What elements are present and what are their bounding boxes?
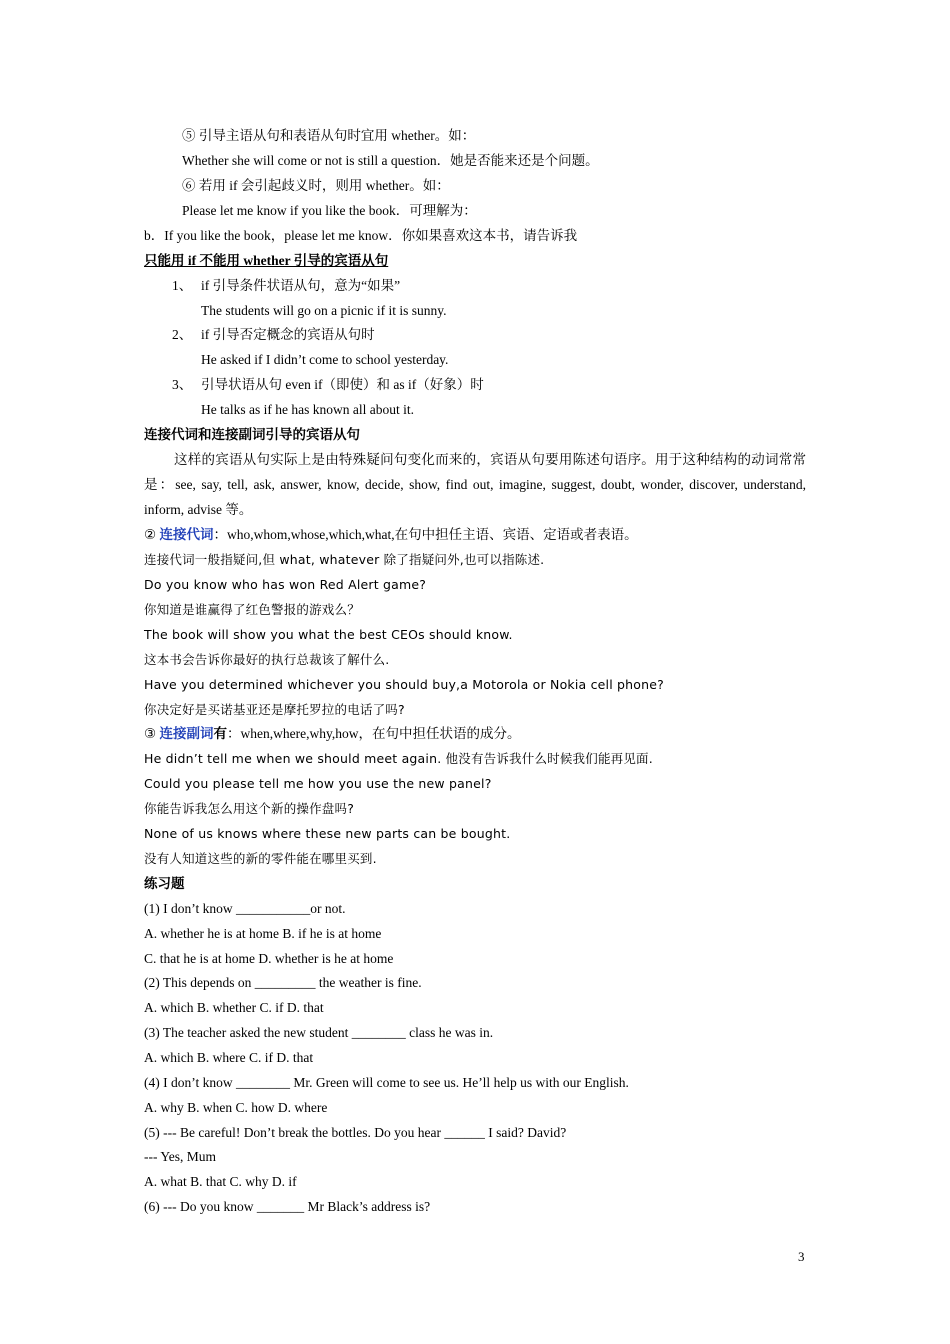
list-number: 1、: [172, 278, 193, 293]
example-sentence: The students will go on a picnic if it is sunny.: [201, 303, 447, 318]
section-heading: 练习题: [144, 876, 185, 891]
text-line: 你知道是谁赢得了红色警报的游戏么？: [144, 602, 360, 617]
text-line: Whether she will come or not is still a question．她是否能来还是个问题。: [182, 153, 599, 168]
question: (2) This depends on _________ the weather is fine.: [144, 975, 422, 990]
circled-number: ③: [144, 726, 157, 741]
answer-options: A. whether he is at home B. if he is at home: [144, 926, 382, 941]
text-span: 有: [213, 726, 227, 741]
list-item: 引导状语从句 even if（即使）和 as if（好象）时: [201, 377, 484, 392]
question: (3) The teacher asked the new student ________ class he was in.: [144, 1025, 494, 1040]
answer-options: A. which B. whether C. if D. that: [144, 1000, 324, 1015]
text-line: 你决定好是买诺基亚还是摩托罗拉的电话了吗?: [144, 702, 405, 717]
text-line: [144, 526, 638, 544]
text-line: [144, 725, 520, 743]
dialogue-line: --- Yes, Mum: [144, 1149, 217, 1164]
text-line: b．If you like the book，please let me know．你如果喜欢这本书，请告诉我: [144, 228, 578, 243]
text-line: 你能告诉我怎么用这个新的操作盘吗?: [144, 801, 355, 816]
text-line: 连接代词一般指疑问,但 what, whatever 除了指疑问外,也可以指陈述.: [144, 552, 545, 567]
example-sentence: He talks as if he has known all about it.: [201, 402, 414, 417]
text-line: Could you please tell me how you use the new panel?: [144, 776, 492, 791]
paragraph: 这样的宾语从句实际上是由特殊疑问句变化而来的，宾语从句要用陈述句语序。用于这种结构的动词常常是：see, say, tell, ask, answer, know, decide, show, find out, imagine, suggest, doubt, wonder, discover, understand, inform, advise 等。: [144, 452, 806, 517]
circled-number: ②: [144, 527, 157, 542]
example-sentence: He asked if I didn’t come to school yesterday.: [201, 352, 449, 367]
text-line: 没有人知道这些的新的零件能在哪里买到.: [144, 851, 377, 866]
list-number: 3、: [172, 377, 193, 392]
section-heading: 连接代词和连接副词引导的宾语从句: [144, 427, 360, 442]
question: (1) I don’t know ___________or not.: [144, 901, 346, 916]
text-line: Please let me know if you like the book．可理解为：: [182, 203, 477, 218]
answer-options: A. what B. that C. why D. if: [144, 1174, 297, 1189]
text-span: ：who,whom,whose,which,what,在句中担任主语、宾语、定语或者表语。: [213, 527, 638, 542]
question: (6) --- Do you know _______ Mr Black’s address is?: [144, 1199, 431, 1214]
text-line: ⑤ 引导主语从句和表语从句时宜用 whether。如：: [182, 128, 476, 143]
text-span: ：when,where,why,how，在句中担任状语的成分。: [226, 726, 521, 741]
keyword-label: 连接副词: [159, 726, 214, 741]
text-line: Have you determined whichever you should buy,a Motorola or Nokia cell phone?: [144, 677, 664, 692]
text-line: 这本书会告诉你最好的执行总裁该了解什么.: [144, 652, 390, 667]
text-line: Do you know who has won Red Alert game?: [144, 577, 427, 592]
list-number: 2、: [172, 327, 193, 342]
keyword-label: 连接代词: [159, 527, 214, 542]
question: (5) --- Be careful! Don’t break the bottles. Do you hear ______ I said? David?: [144, 1125, 567, 1140]
text-line: None of us knows where these new parts can be bought.: [144, 826, 511, 841]
list-item: if 引导否定概念的宾语从句时: [201, 327, 375, 342]
answer-options: C. that he is at home D. whether is he at home: [144, 951, 394, 966]
answer-options: A. which B. where C. if D. that: [144, 1050, 314, 1065]
text-line: The book will show you what the best CEOs should know.: [144, 627, 513, 642]
question: (4) I don’t know ________ Mr. Green will come to see us. He’ll help us with our English.: [144, 1075, 629, 1090]
page-number: 3: [798, 1249, 805, 1264]
section-heading: 只能用 if 不能用 whether 引导的宾语从句: [144, 253, 389, 268]
answer-options: A. why B. when C. how D. where: [144, 1100, 328, 1115]
list-item: if 引导条件状语从句，意为“如果”: [201, 278, 401, 293]
text-line: ⑥ 若用 if 会引起歧义时，则用 whether。如：: [182, 178, 450, 193]
text-line: He didn’t tell me when we should meet again. 他没有告诉我什么时候我们能再见面.: [144, 751, 653, 766]
